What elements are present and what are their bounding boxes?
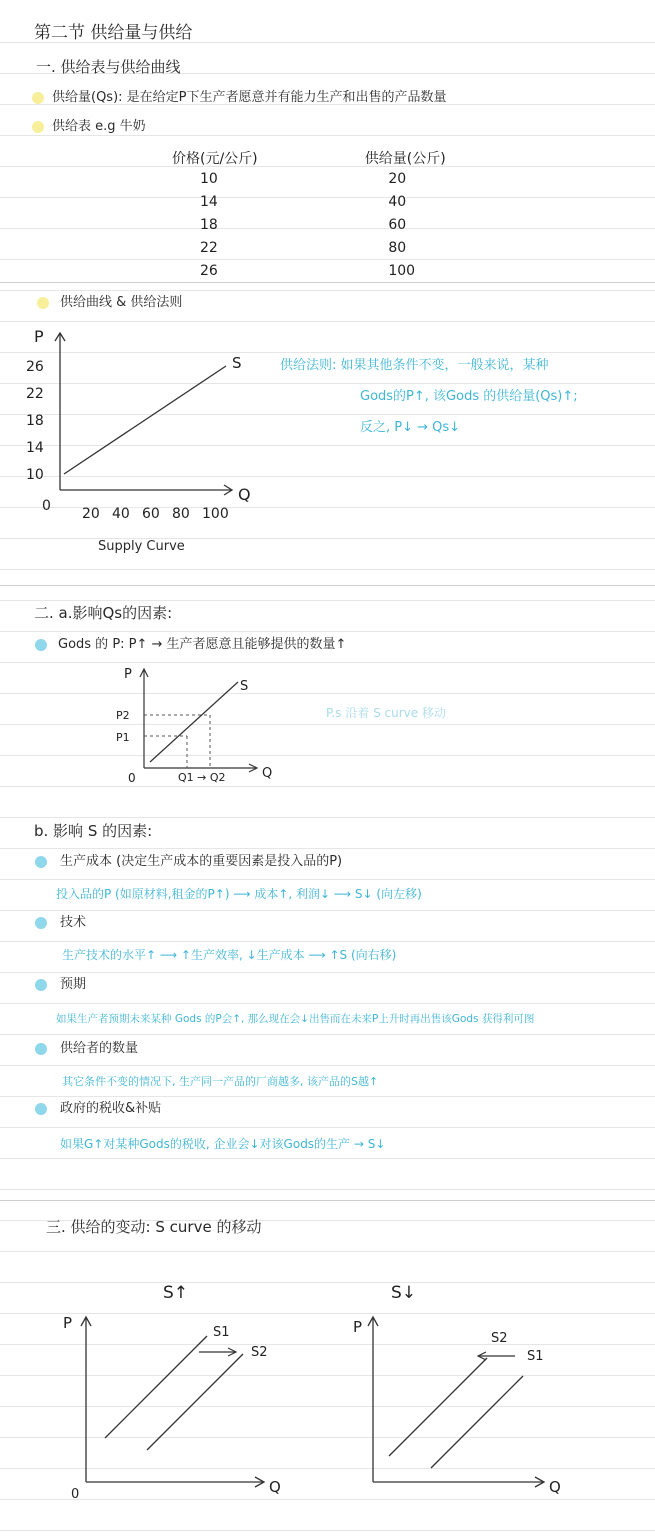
curve-label-s: S xyxy=(240,679,249,694)
x-tick-label: 20 xyxy=(82,506,100,522)
factor-note: 如果G↑对某种Gods的税收, 企业会↓对该Gods的生产 → S↓ xyxy=(60,1137,386,1151)
bullet-dot xyxy=(37,297,49,309)
curve-label-s2: S2 xyxy=(251,1345,268,1360)
origin-label: 0 xyxy=(128,771,136,785)
y-tick-label: 18 xyxy=(26,413,44,429)
x-tick-label: 60 xyxy=(142,506,160,522)
table-cell: 14 xyxy=(200,194,218,210)
supply-line xyxy=(64,366,226,474)
page-divider xyxy=(0,585,655,586)
supply-curve-label: 供给曲线 & 供给法则 xyxy=(60,295,183,310)
supply-table-label: 供给表 e.g 牛奶 xyxy=(52,119,146,134)
table-cell: 26 xyxy=(200,263,218,279)
supply-curve-caption: Supply Curve xyxy=(98,539,185,554)
axis-label-p: P xyxy=(353,1318,363,1336)
section3-heading: 三. 供给的变动: S curve 的移动 xyxy=(46,1218,262,1236)
axis-label-q: Q xyxy=(269,1478,281,1496)
movement-along-curve-chart xyxy=(110,658,290,788)
supply-law-line1: 供给法则: 如果其他条件不变，一般来说，某种 xyxy=(280,358,549,373)
page-divider xyxy=(0,1200,655,1201)
page-divider xyxy=(0,282,655,283)
price-factor: Gods 的 P: P↑ → 生产者愿意且能够提供的数量↑ xyxy=(58,637,347,652)
factor-label: 技术 xyxy=(60,915,87,930)
table-cell: 10 xyxy=(200,171,218,187)
supply-table xyxy=(160,148,490,286)
supply-curve-chart xyxy=(20,318,270,538)
bullet-dot xyxy=(35,1043,47,1055)
table-header xyxy=(160,148,490,171)
axis-label-q: Q xyxy=(262,766,273,781)
supply-decrease-chart xyxy=(345,1270,595,1510)
supply-line-s1 xyxy=(431,1376,523,1468)
section2b-heading: b. 影响 S 的因素: xyxy=(34,822,153,840)
curve-label-s1: S1 xyxy=(213,1325,230,1340)
origin-label: 0 xyxy=(71,1487,80,1502)
table-cell: 60 xyxy=(388,217,407,233)
bullet-dot xyxy=(35,1103,47,1115)
bullet-dot xyxy=(35,979,47,991)
table-row xyxy=(160,240,490,263)
axis-label-p: P xyxy=(34,327,44,346)
factor-note: 其它条件不变的情况下, 生产同一产品的厂商越多, 该产品的S越↑ xyxy=(62,1075,379,1088)
axis-label-q: Q xyxy=(238,485,251,504)
factor-note: 如果生产者预期未来某种 Gods 的P会↑, 那么现在会↓出售而在未来P上升时再出售该Gods 获得利可图 xyxy=(56,1013,535,1025)
table-cell: 22 xyxy=(200,240,218,256)
bullet-dot xyxy=(35,639,47,651)
bullet-dot xyxy=(35,856,47,868)
tick-label-p2: P2 xyxy=(116,709,130,722)
supply-law-line2: Gods的P↑, 该Gods 的供给量(Qs)↑; xyxy=(360,389,578,404)
table-cell: 18 xyxy=(200,217,218,233)
supply-line xyxy=(150,682,238,762)
supply-line-s2 xyxy=(389,1358,487,1456)
tick-label-p1: P1 xyxy=(116,731,130,744)
curve-label-s2: S2 xyxy=(491,1331,508,1346)
factor-label: 生产成本 (决定生产成本的重要因素是投入品的P) xyxy=(60,854,343,869)
factor-label: 供给者的数量 xyxy=(60,1041,139,1056)
chart-title: S↑ xyxy=(163,1283,189,1303)
factor-label: 预期 xyxy=(60,977,87,992)
factor-note: 生产技术的水平↑ ⟶ ↑生产效率, ↓生产成本 ⟶ ↑S (向右移) xyxy=(62,948,397,962)
factor-label: 政府的税收&补贴 xyxy=(60,1101,162,1116)
supply-increase-chart xyxy=(55,1270,305,1510)
bullet-dot xyxy=(32,121,44,133)
movement-note: P.s 沿着 S curve 移动 xyxy=(326,706,446,720)
y-tick-label: 10 xyxy=(26,467,44,483)
table-cell: 40 xyxy=(388,194,407,210)
y-tick-label: 22 xyxy=(26,386,44,402)
supply-line-s2 xyxy=(147,1354,243,1450)
section1-heading: 一. 供给表与供给曲线 xyxy=(36,58,181,76)
x-tick-label: 100 xyxy=(202,506,229,522)
y-tick-label: 14 xyxy=(26,440,44,456)
bullet-dot xyxy=(32,92,44,104)
table-cell: 80 xyxy=(388,240,407,256)
y-tick-label: 26 xyxy=(26,359,44,375)
bullet-dot xyxy=(35,917,47,929)
origin-label: 0 xyxy=(42,498,51,514)
factor-note: 投入品的P (如原材料,租金的P↑) ⟶ 成本↑, 利润↓ ⟶ S↓ (向左移) xyxy=(56,887,422,901)
table-cell: 20 xyxy=(388,171,407,187)
table-row xyxy=(160,194,490,217)
x-tick-label: 40 xyxy=(112,506,130,522)
section2a-heading: 二. a.影响Qs的因素: xyxy=(34,604,173,622)
supply-line-s1 xyxy=(105,1336,207,1438)
axis-label-q: Q xyxy=(549,1478,561,1496)
table-header-price: 价格(元/公斤) xyxy=(172,151,258,167)
page-title: 第二节 供给量与供给 xyxy=(34,23,193,43)
x-tick-label: 80 xyxy=(172,506,190,522)
axis-label-p: P xyxy=(63,1314,73,1332)
supply-law-line3: 反之, P↓ → Qs↓ xyxy=(360,420,461,435)
table-row xyxy=(160,217,490,240)
qs-definition: 供给量(Qs): 是在给定P下生产者愿意并有能力生产和出售的产品数量 xyxy=(52,90,447,105)
curve-label-s: S xyxy=(232,354,242,372)
table-cell: 100 xyxy=(388,263,416,279)
table-header-quantity: 供给量(公斤) xyxy=(364,151,446,167)
tick-label-q1-q2: Q1 → Q2 xyxy=(178,771,226,784)
axis-label-p: P xyxy=(124,667,132,682)
curve-label-s1: S1 xyxy=(527,1349,544,1364)
table-row xyxy=(160,171,490,194)
chart-title: S↓ xyxy=(391,1283,417,1303)
